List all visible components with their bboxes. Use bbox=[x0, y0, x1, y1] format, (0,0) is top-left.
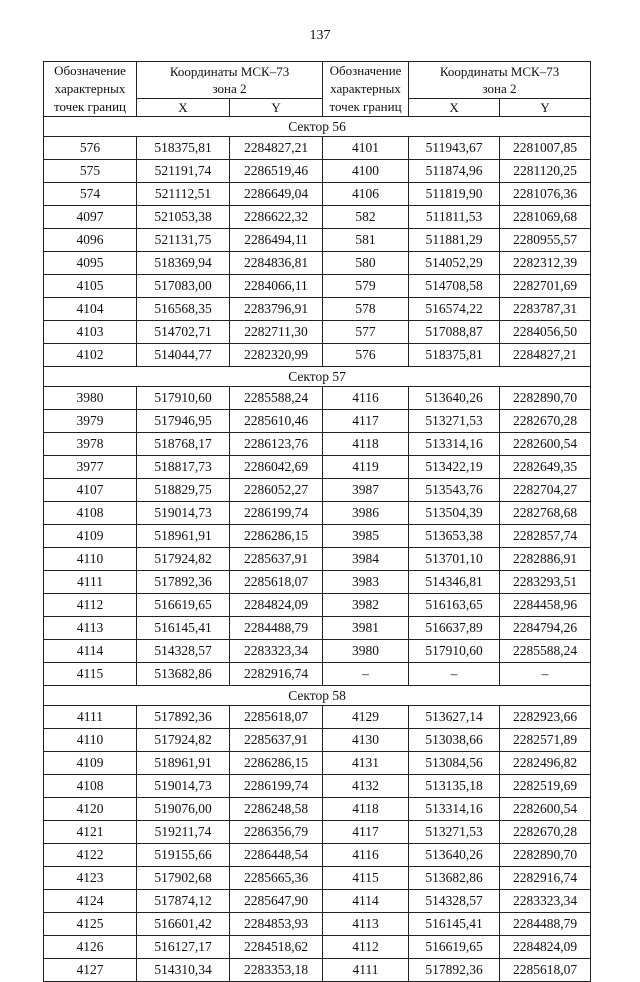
point-id-cell: 3979 bbox=[44, 410, 137, 433]
x-coordinate-cell: 516637,89 bbox=[409, 617, 500, 640]
y-coordinate-cell: 2284518,62 bbox=[230, 936, 323, 959]
table-row bbox=[44, 479, 591, 502]
x-coordinate-cell: 513640,26 bbox=[409, 844, 500, 867]
x-coordinate-cell: 514052,29 bbox=[409, 252, 500, 275]
y-header-right: Y bbox=[500, 99, 591, 117]
table-row bbox=[44, 137, 591, 160]
y-header-left: Y bbox=[230, 99, 323, 117]
y-coordinate-cell: 2283353,18 bbox=[230, 959, 323, 982]
x-coordinate-cell: 513038,66 bbox=[409, 729, 500, 752]
y-coordinate-cell: 2282768,68 bbox=[500, 502, 591, 525]
point-id-cell: 4097 bbox=[44, 206, 137, 229]
point-id-cell: 4127 bbox=[44, 959, 137, 982]
point-id-cell: 4109 bbox=[44, 752, 137, 775]
x-coordinate-cell: 517874,12 bbox=[137, 890, 230, 913]
point-id-cell: 4114 bbox=[323, 890, 409, 913]
x-coordinate-cell: 513314,16 bbox=[409, 433, 500, 456]
point-id-cell: 4121 bbox=[44, 821, 137, 844]
x-coordinate-cell: 516619,65 bbox=[137, 594, 230, 617]
table-row bbox=[44, 798, 591, 821]
x-coordinate-cell: 521191,74 bbox=[137, 160, 230, 183]
table-row bbox=[44, 160, 591, 183]
y-coordinate-cell: 2282600,54 bbox=[500, 798, 591, 821]
table-body bbox=[44, 117, 591, 982]
x-coordinate-cell: 521131,75 bbox=[137, 229, 230, 252]
y-coordinate-cell: 2286519,46 bbox=[230, 160, 323, 183]
point-id-cell: 3985 bbox=[323, 525, 409, 548]
point-id-cell: 4112 bbox=[44, 594, 137, 617]
coordinates-header-left bbox=[137, 62, 323, 99]
table-row bbox=[44, 344, 591, 367]
x-coordinate-cell: 521112,51 bbox=[137, 183, 230, 206]
table-row bbox=[44, 729, 591, 752]
x-header-right: X bbox=[409, 99, 500, 117]
point-id-cell: 4122 bbox=[44, 844, 137, 867]
x-coordinate-cell: 517946,95 bbox=[137, 410, 230, 433]
y-coordinate-cell: 2286248,58 bbox=[230, 798, 323, 821]
y-coordinate-cell: 2282670,28 bbox=[500, 821, 591, 844]
point-designation-header-right bbox=[323, 62, 409, 117]
y-coordinate-cell: 2282704,27 bbox=[500, 479, 591, 502]
x-coordinate-cell: 513271,53 bbox=[409, 821, 500, 844]
point-id-cell: 4108 bbox=[44, 502, 137, 525]
y-coordinate-cell: 2281076,36 bbox=[500, 183, 591, 206]
table-row bbox=[44, 821, 591, 844]
point-id-cell: 4111 bbox=[323, 959, 409, 982]
y-coordinate-cell: 2285618,07 bbox=[500, 959, 591, 982]
x-coordinate-cell: 513682,86 bbox=[137, 663, 230, 686]
y-coordinate-cell: 2284066,11 bbox=[230, 275, 323, 298]
y-coordinate-cell: 2285665,36 bbox=[230, 867, 323, 890]
point-id-cell: 3982 bbox=[323, 594, 409, 617]
y-coordinate-cell: 2282496,82 bbox=[500, 752, 591, 775]
point-id-cell: 4100 bbox=[323, 160, 409, 183]
point-id-cell: 4114 bbox=[44, 640, 137, 663]
table-row bbox=[44, 706, 591, 729]
y-coordinate-cell: 2282923,66 bbox=[500, 706, 591, 729]
y-coordinate-cell: 2280955,57 bbox=[500, 229, 591, 252]
y-coordinate-cell: 2286649,04 bbox=[230, 183, 323, 206]
point-id-cell: 4125 bbox=[44, 913, 137, 936]
x-coordinate-cell: 519014,73 bbox=[137, 502, 230, 525]
point-id-cell: 4110 bbox=[44, 548, 137, 571]
x-coordinate-cell: 513682,86 bbox=[409, 867, 500, 890]
table-row bbox=[44, 867, 591, 890]
x-coordinate-cell: 514346,81 bbox=[409, 571, 500, 594]
x-coordinate-cell: 518817,73 bbox=[137, 456, 230, 479]
sector-heading-row bbox=[44, 367, 591, 387]
x-coordinate-cell: 518961,91 bbox=[137, 525, 230, 548]
point-id-cell: 581 bbox=[323, 229, 409, 252]
table-row bbox=[44, 752, 591, 775]
point-id-cell: 3984 bbox=[323, 548, 409, 571]
y-coordinate-cell: 2281007,85 bbox=[500, 137, 591, 160]
point-id-cell: 3987 bbox=[323, 479, 409, 502]
table-row bbox=[44, 525, 591, 548]
x-coordinate-cell: 516127,17 bbox=[137, 936, 230, 959]
table-row bbox=[44, 617, 591, 640]
point-id-cell: 4115 bbox=[44, 663, 137, 686]
table-row bbox=[44, 410, 591, 433]
point-id-cell: 4104 bbox=[44, 298, 137, 321]
x-coordinate-cell: 513504,39 bbox=[409, 502, 500, 525]
table-row bbox=[44, 321, 591, 344]
y-coordinate-cell: 2282312,39 bbox=[500, 252, 591, 275]
point-id-cell: 4111 bbox=[44, 706, 137, 729]
point-id-cell: 4132 bbox=[323, 775, 409, 798]
table-row bbox=[44, 548, 591, 571]
table-row bbox=[44, 640, 591, 663]
point-id-cell: 4103 bbox=[44, 321, 137, 344]
x-coordinate-cell: 514702,71 bbox=[137, 321, 230, 344]
x-coordinate-cell: 516145,41 bbox=[409, 913, 500, 936]
table-row bbox=[44, 298, 591, 321]
table-header bbox=[44, 62, 591, 117]
header-line: Обозначение bbox=[54, 63, 126, 78]
x-coordinate-cell: 519014,73 bbox=[137, 775, 230, 798]
y-coordinate-cell: 2284458,96 bbox=[500, 594, 591, 617]
y-coordinate-cell: 2285610,46 bbox=[230, 410, 323, 433]
x-coordinate-cell: 518829,75 bbox=[137, 479, 230, 502]
x-coordinate-cell: 513135,18 bbox=[409, 775, 500, 798]
point-id-cell: 4120 bbox=[44, 798, 137, 821]
y-coordinate-cell: 2282519,69 bbox=[500, 775, 591, 798]
table-row bbox=[44, 959, 591, 982]
y-coordinate-cell: 2282571,89 bbox=[500, 729, 591, 752]
y-coordinate-cell: 2284794,26 bbox=[500, 617, 591, 640]
page-number: 137 bbox=[309, 28, 331, 43]
x-coordinate-cell: 514328,57 bbox=[137, 640, 230, 663]
point-id-cell: 4096 bbox=[44, 229, 137, 252]
y-coordinate-cell: 2283787,31 bbox=[500, 298, 591, 321]
sector-heading-row bbox=[44, 686, 591, 706]
x-coordinate-cell: 517892,36 bbox=[137, 706, 230, 729]
table-row bbox=[44, 844, 591, 867]
y-coordinate-cell: 2284853,93 bbox=[230, 913, 323, 936]
point-id-cell: 4130 bbox=[323, 729, 409, 752]
sector-title: Сектор 57 bbox=[44, 367, 591, 387]
y-coordinate-cell: 2281120,25 bbox=[500, 160, 591, 183]
y-coordinate-cell: 2286356,79 bbox=[230, 821, 323, 844]
y-coordinate-cell: 2285637,91 bbox=[230, 548, 323, 571]
x-coordinate-cell: 519211,74 bbox=[137, 821, 230, 844]
x-coordinate-cell: 514708,58 bbox=[409, 275, 500, 298]
y-coordinate-cell: – bbox=[500, 663, 591, 686]
x-coordinate-cell: 517083,00 bbox=[137, 275, 230, 298]
y-coordinate-cell: 2286286,15 bbox=[230, 525, 323, 548]
x-coordinate-cell: 518375,81 bbox=[137, 137, 230, 160]
y-coordinate-cell: 2282320,99 bbox=[230, 344, 323, 367]
x-coordinate-cell: 517910,60 bbox=[137, 387, 230, 410]
x-coordinate-cell: 513701,10 bbox=[409, 548, 500, 571]
y-coordinate-cell: 2282600,54 bbox=[500, 433, 591, 456]
header-line: Координаты МСК–73 bbox=[169, 64, 290, 79]
y-coordinate-cell: 2282711,30 bbox=[230, 321, 323, 344]
x-coordinate-cell: – bbox=[409, 663, 500, 686]
x-coordinate-cell: 511874,96 bbox=[409, 160, 500, 183]
y-coordinate-cell: 2286199,74 bbox=[230, 775, 323, 798]
y-coordinate-cell: 2282670,28 bbox=[500, 410, 591, 433]
y-coordinate-cell: 2285637,91 bbox=[230, 729, 323, 752]
table-row bbox=[44, 206, 591, 229]
y-coordinate-cell: 2285588,24 bbox=[500, 640, 591, 663]
x-coordinate-cell: 513422,19 bbox=[409, 456, 500, 479]
y-coordinate-cell: 2282916,74 bbox=[230, 663, 323, 686]
y-coordinate-cell: 2284827,21 bbox=[230, 137, 323, 160]
point-id-cell: 3981 bbox=[323, 617, 409, 640]
point-id-cell: 4110 bbox=[44, 729, 137, 752]
point-id-cell: 577 bbox=[323, 321, 409, 344]
y-coordinate-cell: 2283323,34 bbox=[230, 640, 323, 663]
x-coordinate-cell: 519076,00 bbox=[137, 798, 230, 821]
y-coordinate-cell: 2284827,21 bbox=[500, 344, 591, 367]
header-line: характерных bbox=[54, 81, 126, 96]
point-id-cell: 576 bbox=[44, 137, 137, 160]
x-coordinate-cell: 511819,90 bbox=[409, 183, 500, 206]
table-row bbox=[44, 229, 591, 252]
x-coordinate-cell: 514328,57 bbox=[409, 890, 500, 913]
x-header-left: X bbox=[137, 99, 230, 117]
y-coordinate-cell: 2282916,74 bbox=[500, 867, 591, 890]
point-id-cell: 4123 bbox=[44, 867, 137, 890]
x-coordinate-cell: 513084,56 bbox=[409, 752, 500, 775]
y-coordinate-cell: 2284824,09 bbox=[230, 594, 323, 617]
point-id-cell: 582 bbox=[323, 206, 409, 229]
y-coordinate-cell: 2282886,91 bbox=[500, 548, 591, 571]
y-coordinate-cell: 2286286,15 bbox=[230, 752, 323, 775]
y-coordinate-cell: 2285647,90 bbox=[230, 890, 323, 913]
point-id-cell: 4108 bbox=[44, 775, 137, 798]
point-id-cell: 4111 bbox=[44, 571, 137, 594]
point-id-cell: 4105 bbox=[44, 275, 137, 298]
table-row bbox=[44, 594, 591, 617]
point-id-cell: 4124 bbox=[44, 890, 137, 913]
table-row bbox=[44, 502, 591, 525]
table-row bbox=[44, 252, 591, 275]
point-id-cell: 4113 bbox=[323, 913, 409, 936]
table-row bbox=[44, 456, 591, 479]
point-id-cell: 4117 bbox=[323, 410, 409, 433]
point-id-cell: 3978 bbox=[44, 433, 137, 456]
x-coordinate-cell: 513271,53 bbox=[409, 410, 500, 433]
point-id-cell: 3980 bbox=[44, 387, 137, 410]
x-coordinate-cell: 518768,17 bbox=[137, 433, 230, 456]
y-coordinate-cell: 2285618,07 bbox=[230, 706, 323, 729]
x-coordinate-cell: 516574,22 bbox=[409, 298, 500, 321]
header-line: зона 2 bbox=[482, 81, 517, 96]
x-coordinate-cell: 511943,67 bbox=[409, 137, 500, 160]
y-coordinate-cell: 2282649,35 bbox=[500, 456, 591, 479]
x-coordinate-cell: 511811,53 bbox=[409, 206, 500, 229]
point-id-cell: 4112 bbox=[323, 936, 409, 959]
y-coordinate-cell: 2286123,76 bbox=[230, 433, 323, 456]
header-line: зона 2 bbox=[212, 81, 247, 96]
table-row bbox=[44, 890, 591, 913]
x-coordinate-cell: 514310,34 bbox=[137, 959, 230, 982]
x-coordinate-cell: 517924,82 bbox=[137, 548, 230, 571]
point-id-cell: 4131 bbox=[323, 752, 409, 775]
x-coordinate-cell: 518375,81 bbox=[409, 344, 500, 367]
x-coordinate-cell: 513653,38 bbox=[409, 525, 500, 548]
point-id-cell: 579 bbox=[323, 275, 409, 298]
y-coordinate-cell: 2286494,11 bbox=[230, 229, 323, 252]
table-row bbox=[44, 433, 591, 456]
point-id-cell: 4118 bbox=[323, 798, 409, 821]
y-coordinate-cell: 2283293,51 bbox=[500, 571, 591, 594]
x-coordinate-cell: 514044,77 bbox=[137, 344, 230, 367]
point-id-cell: 4126 bbox=[44, 936, 137, 959]
x-coordinate-cell: 517892,36 bbox=[409, 959, 500, 982]
point-id-cell: 4109 bbox=[44, 525, 137, 548]
y-coordinate-cell: 2286448,54 bbox=[230, 844, 323, 867]
x-coordinate-cell: 517088,87 bbox=[409, 321, 500, 344]
y-coordinate-cell: 2282890,70 bbox=[500, 844, 591, 867]
y-coordinate-cell: 2284824,09 bbox=[500, 936, 591, 959]
table-row bbox=[44, 913, 591, 936]
x-coordinate-cell: 518961,91 bbox=[137, 752, 230, 775]
point-id-cell: 3980 bbox=[323, 640, 409, 663]
x-coordinate-cell: 517910,60 bbox=[409, 640, 500, 663]
y-coordinate-cell: 2284056,50 bbox=[500, 321, 591, 344]
point-id-cell: 4106 bbox=[323, 183, 409, 206]
point-id-cell: 4115 bbox=[323, 867, 409, 890]
x-coordinate-cell: 516163,65 bbox=[409, 594, 500, 617]
coordinates-header-right bbox=[409, 62, 591, 99]
sector-title: Сектор 56 bbox=[44, 117, 591, 137]
point-id-cell: 4095 bbox=[44, 252, 137, 275]
y-coordinate-cell: 2286052,27 bbox=[230, 479, 323, 502]
y-coordinate-cell: 2286622,32 bbox=[230, 206, 323, 229]
y-coordinate-cell: 2282890,70 bbox=[500, 387, 591, 410]
point-id-cell: 4113 bbox=[44, 617, 137, 640]
point-id-cell: 4117 bbox=[323, 821, 409, 844]
table-row bbox=[44, 775, 591, 798]
table-row bbox=[44, 936, 591, 959]
x-coordinate-cell: 513543,76 bbox=[409, 479, 500, 502]
point-id-cell: 4101 bbox=[323, 137, 409, 160]
table-row bbox=[44, 571, 591, 594]
table-row bbox=[44, 663, 591, 686]
header-line: Обозначение bbox=[329, 63, 402, 78]
y-coordinate-cell: 2286042,69 bbox=[230, 456, 323, 479]
header-line: характерных bbox=[330, 81, 401, 96]
x-coordinate-cell: 513314,16 bbox=[409, 798, 500, 821]
point-id-cell: 574 bbox=[44, 183, 137, 206]
point-designation-header-left bbox=[44, 62, 137, 117]
point-id-cell: – bbox=[323, 663, 409, 686]
x-coordinate-cell: 517902,68 bbox=[137, 867, 230, 890]
table-row bbox=[44, 275, 591, 298]
y-coordinate-cell: 2284836,81 bbox=[230, 252, 323, 275]
point-id-cell: 578 bbox=[323, 298, 409, 321]
y-coordinate-cell: 2282701,69 bbox=[500, 275, 591, 298]
y-coordinate-cell: 2282857,74 bbox=[500, 525, 591, 548]
y-coordinate-cell: 2284488,79 bbox=[500, 913, 591, 936]
point-id-cell: 4116 bbox=[323, 387, 409, 410]
x-coordinate-cell: 513640,26 bbox=[409, 387, 500, 410]
x-coordinate-cell: 516619,65 bbox=[409, 936, 500, 959]
sector-heading-row bbox=[44, 117, 591, 137]
y-coordinate-cell: 2285588,24 bbox=[230, 387, 323, 410]
y-coordinate-cell: 2283323,34 bbox=[500, 890, 591, 913]
header-line: точек границ bbox=[53, 99, 127, 114]
y-coordinate-cell: 2281069,68 bbox=[500, 206, 591, 229]
table-row bbox=[44, 387, 591, 410]
point-id-cell: 575 bbox=[44, 160, 137, 183]
coordinates-table bbox=[43, 61, 591, 982]
x-coordinate-cell: 518369,94 bbox=[137, 252, 230, 275]
sector-title: Сектор 58 bbox=[44, 686, 591, 706]
y-coordinate-cell: 2285618,07 bbox=[230, 571, 323, 594]
point-id-cell: 4102 bbox=[44, 344, 137, 367]
x-coordinate-cell: 519155,66 bbox=[137, 844, 230, 867]
point-id-cell: 576 bbox=[323, 344, 409, 367]
point-id-cell: 4116 bbox=[323, 844, 409, 867]
x-coordinate-cell: 521053,38 bbox=[137, 206, 230, 229]
point-id-cell: 4118 bbox=[323, 433, 409, 456]
x-coordinate-cell: 516568,35 bbox=[137, 298, 230, 321]
point-id-cell: 580 bbox=[323, 252, 409, 275]
x-coordinate-cell: 516145,41 bbox=[137, 617, 230, 640]
point-id-cell: 4119 bbox=[323, 456, 409, 479]
x-coordinate-cell: 513627,14 bbox=[409, 706, 500, 729]
point-id-cell: 4107 bbox=[44, 479, 137, 502]
x-coordinate-cell: 516601,42 bbox=[137, 913, 230, 936]
x-coordinate-cell: 517892,36 bbox=[137, 571, 230, 594]
point-id-cell: 4129 bbox=[323, 706, 409, 729]
y-coordinate-cell: 2283796,91 bbox=[230, 298, 323, 321]
point-id-cell: 3986 bbox=[323, 502, 409, 525]
point-id-cell: 3983 bbox=[323, 571, 409, 594]
x-coordinate-cell: 517924,82 bbox=[137, 729, 230, 752]
x-coordinate-cell: 511881,29 bbox=[409, 229, 500, 252]
table-row bbox=[44, 183, 591, 206]
y-coordinate-cell: 2286199,74 bbox=[230, 502, 323, 525]
y-coordinate-cell: 2284488,79 bbox=[230, 617, 323, 640]
header-line: точек границ bbox=[329, 99, 402, 114]
header-line: Координаты МСК–73 bbox=[439, 64, 560, 79]
point-id-cell: 3977 bbox=[44, 456, 137, 479]
